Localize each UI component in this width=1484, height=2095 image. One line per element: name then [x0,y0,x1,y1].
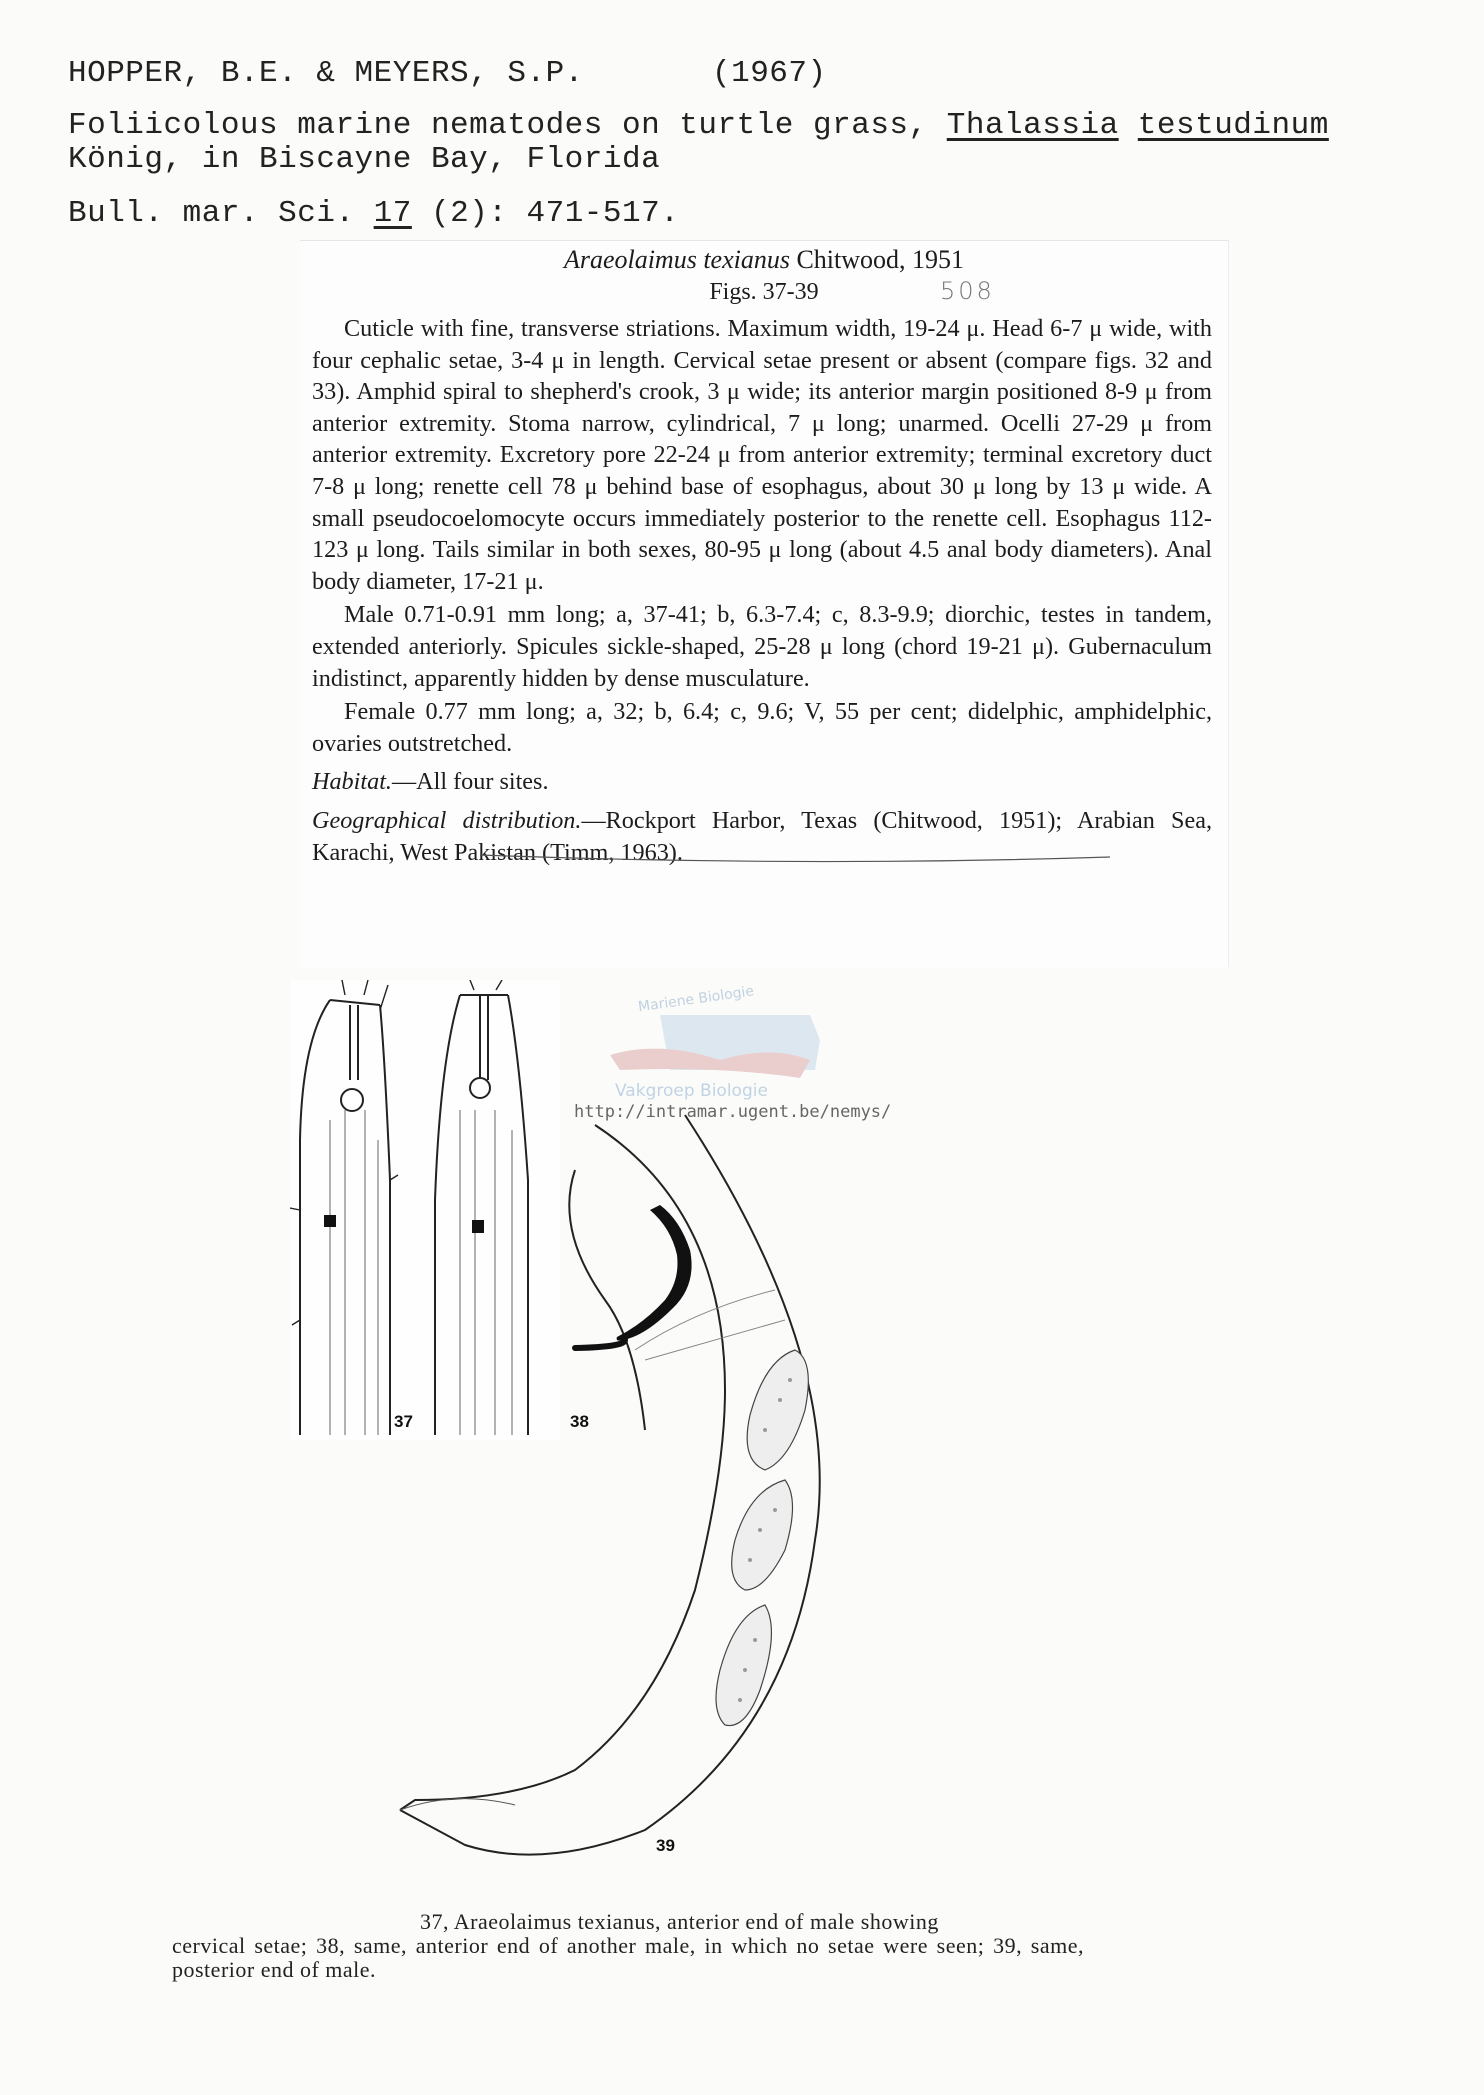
male-paragraph: Male 0.71-0.91 mm long; a, 37-41; b, 6.3-7.4; c, 8.3-9.9; diorchic, testes in tandem, extended anteriorly. Spicules sickle-shaped, 25-28 μ long (chord 19-21 μ). Gubernaculum indistinct, apparently hidden by dense musculature. [312,601,1212,692]
genus-name: Thalassia [946,108,1119,143]
figure-caption [172,1910,1084,1982]
reference-citation: Bull. mar. Sci. 17 (2): 471-517. [68,196,680,231]
posterior-end-drawing [395,1110,865,1870]
habitat-paragraph: Habitat.—All four sites. [312,768,549,796]
watermark-group-text: Vakgroep Biologie [615,1081,768,1101]
figures-reference: Figs. 37-39 [709,279,819,305]
watermark-arc-text: Mariene Biologie [637,983,755,1016]
figure-38-label: 38 [570,1412,589,1431]
species-description-clipping [300,240,1229,967]
reference-title-line1: Foliicolous marine nematodes on turtle grass, Thalassia testudinum [68,108,1329,143]
watermark-url: http://intramar.ugent.be/nemys/ [574,1102,892,1122]
species-heading: Araeolaimus texianus Chitwood, 1951 [563,245,965,274]
species-name: testudinum [1137,108,1329,143]
figure-37-label: 37 [394,1412,413,1431]
reference-title-line2: König, in Biscayne Bay, Florida [68,142,661,177]
reference-year: (1967) [712,56,827,91]
distribution-paragraph: Geographical distribution.—Rockport Harbor, Texas (Chitwood, 1951); Arabian Sea, Karachi, West Pakistan (Timm, 1963). [312,806,1212,866]
description-paragraph: Cuticle with fine, transverse striations. Maximum width, 19-24 μ. Head 6-7 μ wide, with four cephalic setae, 3-4 μ in length. Cervical setae present or absent (compare figs. 32 and 33). Amphid spiral to shepherd's crook, 3 μ wide; its anterior margin positioned 8-9 μ from anterior extremity. Stoma narrow, cylindrical, 7 μ long; unarmed. Ocelli 27-29 μ from anterior extremity. Excretory pore 22-24 μ from anterior extremity; terminal excretory duct 7-8 μ long; renette cell 78 μ behind base of esophagus, about 30 μ long by 13 μ wide. A small pseudocoelomocyte occurs immediately posterior to the renette cell. Esophagus 112-123 μ long. Tails similar in both sexes, 80-95 μ long (about 4.5 anal body diameters). Anal body diameter, 17-21 μ. [312,315,1212,595]
reference-authors: HOPPER, B.E. & MEYERS, S.P. [68,56,584,91]
caption-line-1: 37, Araeolaimus texianus, anterior end of male showing [420,1909,939,1934]
handwritten-page-note: 508 [940,277,995,305]
volume-number: 17 [373,196,412,231]
caption-rest: cervical setae; 38, same, anterior end of another male, in which no setae were seen; 39, same, posterior end of male. [172,1933,1084,1982]
figure-39-label: 39 [656,1836,675,1855]
pencil-underline [480,845,1120,865]
female-paragraph: Female 0.77 mm long; a, 32; b, 6.4; c, 9.6; V, 55 per cent; didelphic, amphidelphic, ovaries outstretched. [312,698,1212,757]
